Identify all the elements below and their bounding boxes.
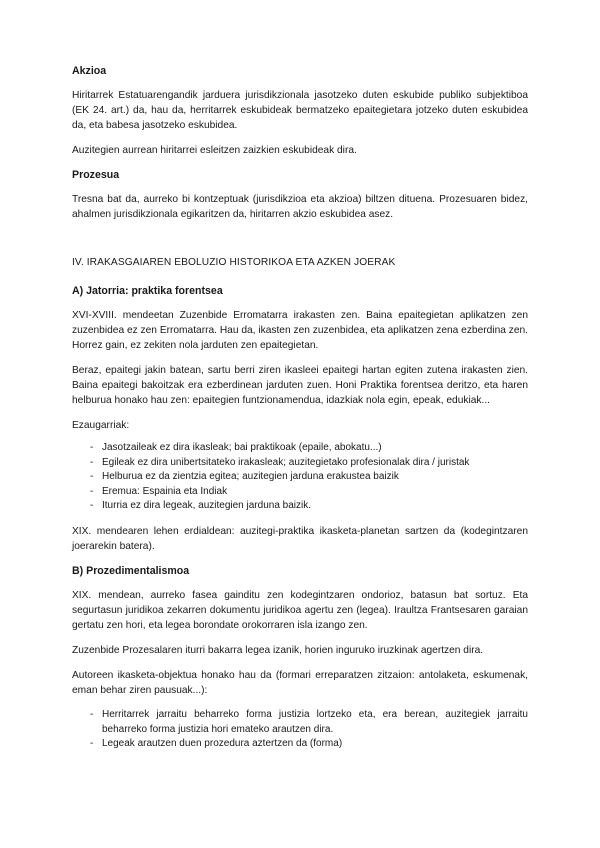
- heading-akzioa: Akzioa: [72, 65, 107, 77]
- list-item: - Eremua: Espainia eta Indiak: [72, 485, 528, 500]
- section-iv-heading: IV. IRAKASGAIAREN EBOLUZIO HISTORIKOA ETA AZKEN JOERAK: [72, 257, 396, 268]
- list-item: - Jasotzaileak ez dira ikasleak; bai praktikoak (epaile, abokatu...): [72, 441, 528, 456]
- akzioa-paragraph-1: Hiritarrek Estatuarengandik jarduera jurisdikzionala jasotzeko duten eskubide publiko subjektiboa (EK 24. art.) da, hau da, herritarrek eskubideak bermatzeko epaitegietara jotzeko duten eskubidea da, eta babesa jasotzeko eskubidea.: [72, 90, 528, 131]
- list-item: - Helburua ez da zientzia egitea; auzitegien jarduna erakustea baizik: [72, 470, 528, 485]
- prozedimentalismoa-list: [72, 708, 528, 752]
- jatorria-paragraph-2: Beraz, epaitegi jakin batean, sartu berri ziren ikasleei epaitegi hartan egiten zutena irakasten zien. Baina epaitegi bakoitzak era ezberdinean jarduten zuen. Honi Praktika forentsea deritzo, eta haren helburua honako hau zen: epaitegien funtzionamendua, idazkiak nola egin, epeak, edukiak...: [72, 365, 528, 406]
- jatorria-paragraph-3: XIX. mendearen lehen erdialdean: auzitegi-praktika ikasketa-planetan sartzen da (kodegintzaren joerarekin batera).: [72, 525, 528, 552]
- ezaugarriak-list: [72, 441, 528, 514]
- document-page: [72, 64, 528, 752]
- list-item: - Iturria ez dira legeak, auzitegien jarduna baizik.: [72, 499, 528, 514]
- ezaugarriak-label: Ezaugarriak:: [72, 420, 130, 431]
- list-item: - Legeak arautzen duen prozedura aztertzen da (forma): [72, 737, 528, 752]
- heading-jatorria: A) Jatorria: praktika forentsea: [72, 285, 223, 297]
- jatorria-paragraph-1: XVI-XVIII. mendeetan Zuzenbide Erromatarra irakasten zen. Baina epaitegietan aplikatzen zen zuzenbidea ez zen Erromatarra. Hau da, ikasten zen zuzenbidea, eta aplikatzen zena ezberdina zen. Horrez gain, ez zekiten nola jarduten zen epaitegietan.: [72, 310, 528, 351]
- prozedimentalismoa-paragraph-3: Autoreen ikasketa-objektua honako hau da (formari erreparatzen zitzaion: antolaketa, eskumenak, eman behar ziren pausuak...):: [72, 669, 528, 696]
- list-item: - Herritarrek jarraitu beharreko forma justizia lortzeko eta, era berean, auzitegiek jarraitu beharreko forma justizia hori emateko arautzen dira.: [72, 708, 528, 737]
- list-item: - Egileak ez dira unibertsitateko irakasleak; auzitegietako profesionalak dira / juristak: [72, 456, 528, 471]
- prozedimentalismoa-paragraph-2: Zuzenbide Prozesalaren iturri bakarra legea izanik, horien inguruko iruzkinak agertzen dira.: [72, 644, 484, 656]
- heading-prozedimentalismoa: B) Prozedimentalismoa: [72, 564, 190, 577]
- prozesua-paragraph-1: Tresna bat da, aurreko bi kontzeptuak (jurisdikzioa eta akzioa) biltzen dituena. Prozesuaren bidez, ahalmen jurisdikzionala egikaritzen da, hiritarren akzio eskubidea asez.: [72, 194, 528, 220]
- heading-prozesua: Prozesua: [72, 169, 120, 181]
- akzioa-paragraph-2: Auzitegien aurrean hiritarrei esleitzen zaizkien eskubideak dira.: [72, 145, 357, 156]
- prozedimentalismoa-paragraph-1: XIX. mendean, aurreko fasea gainditu zen kodegintzaren ondorioz, batasun bat sortuz. Eta segurtasun juridikoa zekarren dokumentu juridikoa agertu zen (legea). Iraultza Frantsesaren garaian gertatu zen hori, eta legea borondate orokorraren isla izango zen.: [72, 589, 528, 631]
